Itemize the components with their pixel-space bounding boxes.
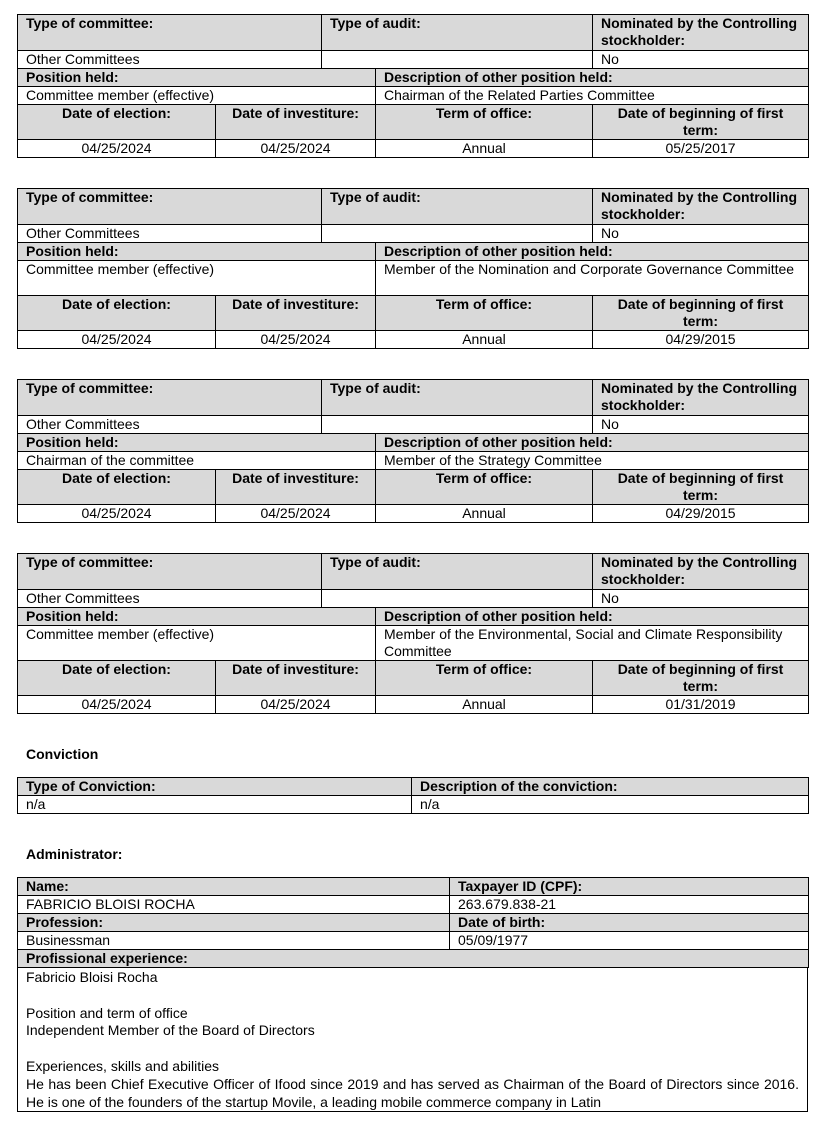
cpf-value: 263.679.838-21	[450, 896, 809, 914]
term-label: Term of office:	[376, 470, 593, 505]
committee-type-value: Other Committees	[18, 51, 322, 69]
position-held-value: Committee member (effective)	[18, 261, 376, 296]
first-term-value: 04/29/2015	[593, 331, 809, 349]
term-value: Annual	[376, 696, 593, 714]
election-value: 04/25/2024	[18, 331, 216, 349]
term-label: Term of office:	[376, 296, 593, 331]
skills-heading: Experiences, skills and abilities	[26, 1057, 219, 1074]
description-value: Member of the Nomination and Corporate Governance Committee	[376, 261, 809, 296]
election-label: Date of election:	[18, 661, 216, 696]
conviction-type-value: n/a	[18, 796, 412, 814]
committee-table-3	[17, 379, 809, 523]
audit-type-value	[322, 416, 593, 434]
committee-type-label: Type of committee:	[18, 380, 322, 416]
description-value: Chairman of the Related Parties Committee	[376, 87, 809, 105]
nominated-value: No	[593, 416, 809, 434]
first-term-label: Date of beginning of first term:	[593, 105, 809, 140]
nominated-label: Nominated by the Controlling stockholder:	[593, 189, 809, 225]
committee-table-4	[17, 553, 809, 714]
committee-type-value: Other Committees	[18, 225, 322, 243]
position-heading: Position and term of office	[26, 1004, 188, 1021]
position-held-label: Position held:	[18, 608, 376, 626]
investiture-value: 04/25/2024	[216, 696, 376, 714]
description-label: Description of other position held:	[376, 243, 809, 261]
committee-type-label: Type of committee:	[18, 15, 322, 51]
committee-type-label: Type of committee:	[18, 189, 322, 225]
description-label: Description of other position held:	[376, 608, 809, 626]
nominated-label: Nominated by the Controlling stockholder:	[593, 15, 809, 51]
first-term-label: Date of beginning of first term:	[593, 296, 809, 331]
position-held-value: Chairman of the committee	[18, 452, 376, 470]
administrator-title: Administrator:	[26, 846, 123, 862]
audit-type-label: Type of audit:	[322, 380, 593, 416]
nominated-value: No	[593, 51, 809, 69]
audit-type-value	[322, 51, 593, 69]
conviction-type-label: Type of Conviction:	[18, 778, 412, 796]
profession-label: Profession:	[18, 914, 450, 932]
election-value: 04/25/2024	[18, 140, 216, 158]
audit-type-label: Type of audit:	[322, 15, 593, 51]
investiture-value: 04/25/2024	[216, 505, 376, 523]
election-label: Date of election:	[18, 105, 216, 140]
audit-type-value	[322, 590, 593, 608]
nominated-value: No	[593, 225, 809, 243]
position-held-label: Position held:	[18, 434, 376, 452]
experience-label: Profissional experience:	[18, 950, 809, 968]
nominated-label: Nominated by the Controlling stockholder:	[593, 380, 809, 416]
name-label: Name:	[18, 878, 450, 896]
first-term-label: Date of beginning of first term:	[593, 661, 809, 696]
audit-type-label: Type of audit:	[322, 554, 593, 590]
nominated-value: No	[593, 590, 809, 608]
profession-value: Businessman	[18, 932, 450, 950]
term-value: Annual	[376, 331, 593, 349]
audit-type-value	[322, 225, 593, 243]
committee-table-1	[17, 14, 809, 158]
description-label: Description of other position held:	[376, 69, 809, 87]
election-label: Date of election:	[18, 470, 216, 505]
name-value: FABRICIO BLOISI ROCHA	[18, 896, 450, 914]
first-term-value: 04/29/2015	[593, 505, 809, 523]
committee-table-2	[17, 188, 809, 349]
skills-text: He has been Chief Executive Officer of Ifood since 2019 and has served as Chairman of the Board of Directors since 2016. He is one of the founders of the startup Movile, a leading mobile commerce company in Latin	[26, 1075, 799, 1110]
conviction-title: Conviction	[26, 746, 99, 762]
conviction-desc-label: Description of the conviction:	[412, 778, 809, 796]
election-value: 04/25/2024	[18, 696, 216, 714]
administrator-table	[17, 877, 809, 968]
investiture-label: Date of investiture:	[216, 470, 376, 505]
first-term-value: 01/31/2019	[593, 696, 809, 714]
investiture-value: 04/25/2024	[216, 140, 376, 158]
investiture-label: Date of investiture:	[216, 661, 376, 696]
position-held-value: Committee member (effective)	[18, 87, 376, 105]
election-value: 04/25/2024	[18, 505, 216, 523]
experience-body	[17, 968, 808, 1112]
document-page	[17, 14, 808, 1112]
conviction-table	[17, 777, 809, 814]
investiture-label: Date of investiture:	[216, 296, 376, 331]
election-label: Date of election:	[18, 296, 216, 331]
description-label: Description of other position held:	[376, 434, 809, 452]
position-held-value: Committee member (effective)	[18, 626, 376, 661]
dob-label: Date of birth:	[450, 914, 809, 932]
conviction-desc-value: n/a	[412, 796, 809, 814]
description-value: Member of the Strategy Committee	[376, 452, 809, 470]
investiture-value: 04/25/2024	[216, 331, 376, 349]
position-held-label: Position held:	[18, 243, 376, 261]
cpf-label: Taxpayer ID (CPF):	[450, 878, 809, 896]
position-held-label: Position held:	[18, 69, 376, 87]
term-label: Term of office:	[376, 105, 593, 140]
audit-type-label: Type of audit:	[322, 189, 593, 225]
term-label: Term of office:	[376, 661, 593, 696]
investiture-label: Date of investiture:	[216, 105, 376, 140]
committee-type-value: Other Committees	[18, 590, 322, 608]
first-term-label: Date of beginning of first term:	[593, 470, 809, 505]
term-value: Annual	[376, 140, 593, 158]
term-value: Annual	[376, 505, 593, 523]
nominated-label: Nominated by the Controlling stockholder:	[593, 554, 809, 590]
first-term-value: 05/25/2017	[593, 140, 809, 158]
committee-type-value: Other Committees	[18, 416, 322, 434]
description-value: Member of the Environmental, Social and Climate Responsibility Committee	[376, 626, 809, 661]
experience-name: Fabricio Bloisi Rocha	[26, 969, 158, 985]
dob-value: 05/09/1977	[450, 932, 809, 950]
position-text: Independent Member of the Board of Directors	[26, 1022, 315, 1039]
committee-type-label: Type of committee:	[18, 554, 322, 590]
